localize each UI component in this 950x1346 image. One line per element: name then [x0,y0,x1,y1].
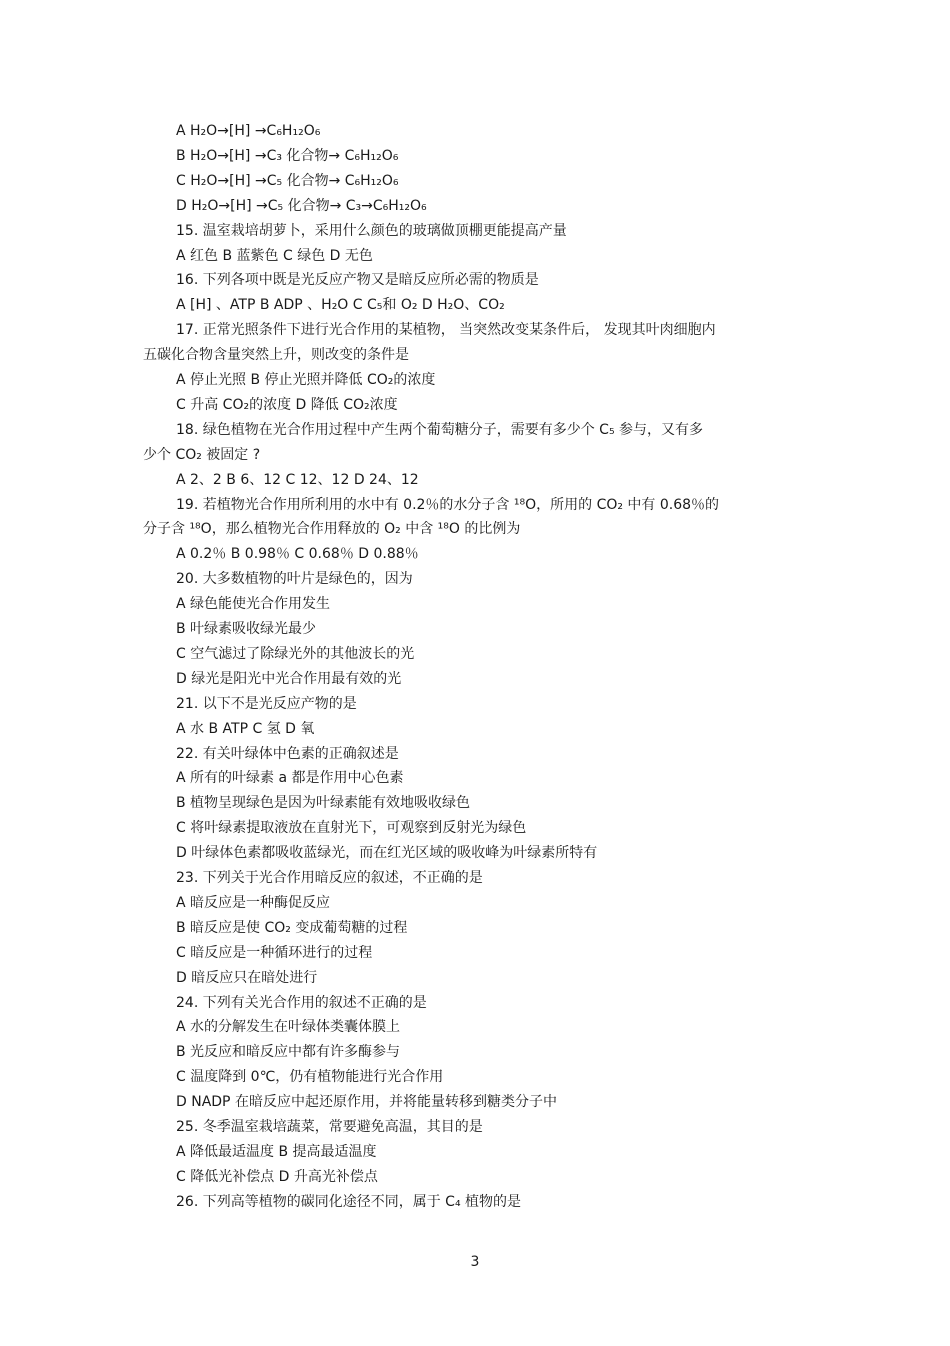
text-line: B 光反应和暗反应中都有许多酶参与 [176,1044,401,1060]
text-line: C 温度降到 0℃，仍有植物能进行光合作用 [176,1069,444,1085]
text-line: A 暗反应是一种酶促反应 [176,895,331,911]
text-line: 26. 下列高等植物的碳同化途径不同，属于 C₄ 植物的是 [176,1194,522,1210]
text-line: 25. 冬季温室栽培蔬菜，常要避免高温，其目的是 [176,1119,483,1135]
text-line: A 绿色能使光合作用发生 [176,596,331,612]
text-line: D 绿光是阳光中光合作用最有效的光 [176,671,402,687]
page-number: 3 [470,1254,480,1270]
text-line: 18. 绿色植物在光合作用过程中产生两个葡萄糖分子，需要有多少个 C₅ 参与，又有多 [176,422,704,438]
text-line: A 停止光照 B 停止光照并降低 CO₂的浓度 [176,372,436,388]
text-line: B H₂O→[H] →C₃ 化合物→ C₆H₁₂O₆ [176,148,399,164]
text-line: 16. 下列各项中既是光反应产物又是暗反应所必需的物质是 [176,272,539,288]
text-line: A [H] 、ATP B ADP 、H₂O C C₅和 O₂ D H₂O、CO₂ [176,297,505,313]
text-line: C 空气滤过了除绿光外的其他波长的光 [176,646,415,662]
text-line: C 将叶绿素提取液放在直射光下，可观察到反射光为绿色 [176,820,527,836]
text-line: 20. 大多数植物的叶片是绿色的，因为 [176,571,413,587]
text-line: 23. 下列关于光合作用暗反应的叙述，不正确的是 [176,870,483,886]
text-line: 19. 若植物光合作用所利用的水中有 0.2％的水分子含 ¹⁸O，所用的 CO₂ 中有 0.68％的 [176,497,720,513]
text-line: 21. 以下不是光反应产物的是 [176,696,357,712]
text-line: 22. 有关叶绿体中色素的正确叙述是 [176,746,399,762]
text-line: 分子含 ¹⁸O，那么植物光合作用释放的 O₂ 中含 ¹⁸O 的比例为 [143,521,521,537]
text-line: 少个 CO₂ 被固定 ? [143,447,261,463]
text-line: A 水的分解发生在叶绿体类囊体膜上 [176,1019,401,1035]
text-line: A 降低最适温度 B 提高最适温度 [176,1144,377,1160]
text-line: D 暗反应只在暗处进行 [176,970,318,986]
text-line: D 叶绿体色素都吸收蓝绿光，而在红光区域的吸收峰为叶绿素所特有 [176,845,598,861]
text-line: C 升高 CO₂的浓度 D 降低 CO₂浓度 [176,397,398,413]
text-line: B 植物呈现绿色是因为叶绿素能有效地吸收绿色 [176,795,471,811]
text-line: A 水 B ATP C 氢 D 氧 [176,721,315,737]
text-line: A H₂O→[H] →C₆H₁₂O₆ [176,123,321,139]
text-line: A 所有的叶绿素 a 都是作用中心色素 [176,770,404,786]
text-line: A 0.2％ B 0.98％ C 0.68％ D 0.88％ [176,546,419,562]
text-line: 15. 温室栽培胡萝卜，采用什么颜色的玻璃做顶棚更能提高产量 [176,223,567,239]
text-line: C H₂O→[H] →C₅ 化合物→ C₆H₁₂O₆ [176,173,399,189]
text-line: 24. 下列有关光合作用的叙述不正确的是 [176,995,427,1011]
text-line: D NADP 在暗反应中起还原作用，并将能量转移到糖类分子中 [176,1094,557,1110]
text-line: C 降低光补偿点 D 升高光补偿点 [176,1169,378,1185]
text-line: A 红色 B 蓝紫色 C 绿色 D 无色 [176,248,373,264]
text-line: B 暗反应是使 CO₂ 变成葡萄糖的过程 [176,920,408,936]
text-line: 17. 正常光照条件下进行光合作用的某植物， 当突然改变某条件后， 发现其叶肉细胞内 [176,322,716,338]
text-line: C 暗反应是一种循环进行的过程 [176,945,373,961]
text-line: D H₂O→[H] →C₅ 化合物→ C₃→C₆H₁₂O₆ [176,198,427,214]
text-line: 五碳化合物含量突然上升，则改变的条件是 [143,347,409,363]
text-line: A 2、2 B 6、12 C 12、12 D 24、12 [176,472,419,488]
text-line: B 叶绿素吸收绿光最少 [176,621,317,637]
